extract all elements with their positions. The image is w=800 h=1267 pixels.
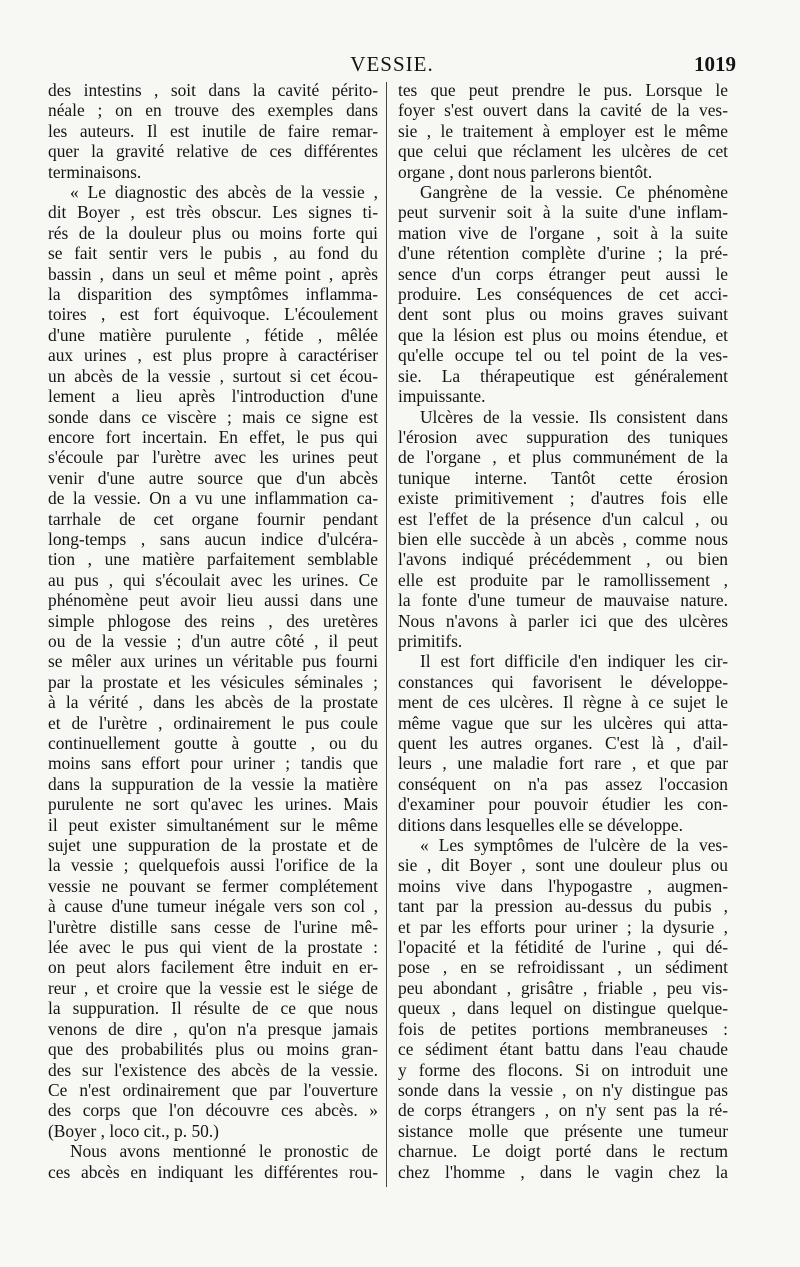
- text-line: ou de la vessie ; d'un autre côté , il peut: [48, 630, 378, 651]
- text-line: continuellement goutte à goutte , ou du: [48, 733, 378, 753]
- text-line: Gangrène de la vessie. Ce phénomène: [420, 182, 728, 203]
- text-line: d'une matière purulente , fétide , mêlée: [48, 324, 378, 345]
- text-line: sonde dans ce viscère ; mais ce signe est: [48, 406, 378, 427]
- text-line: bassin , dans un seul et même point , après: [48, 263, 378, 284]
- text-line: quent les autres organes. C'est là , d'ail-: [398, 733, 728, 753]
- text-line: de l'organe , et plus communément de la: [398, 447, 728, 468]
- text-line: se fait sentir vers le pubis , au fond du: [48, 243, 378, 264]
- text-line: on peut alors facilement être induit en er-: [48, 957, 378, 978]
- text-line: elle est produite par le ramollissement ,: [398, 569, 728, 590]
- text-line: il peut exister simultanément sur le même: [48, 814, 378, 835]
- text-line: y forme des flocons. Si on introduit une: [398, 1059, 728, 1080]
- text-line: leurs , une maladie fort rare , et que par: [398, 753, 728, 774]
- text-line: sie. La thérapeutique est généralement: [398, 365, 728, 386]
- left-column: [48, 80, 378, 1182]
- text-line: constances qui favorisent le développe-: [398, 671, 728, 692]
- text-line: de la vessie. On a vu une inflammation ca-: [48, 488, 378, 509]
- text-line: sonde dans la vessie , on n'y distingue pas: [398, 1079, 728, 1100]
- text-line: Ulcères de la vessie. Ils consistent dans: [420, 406, 728, 427]
- text-line: venons de dire , qu'on n'a presque jamais: [48, 1018, 378, 1039]
- text-line: que des probabilités plus ou moins gran-: [48, 1039, 378, 1060]
- text-line: « Les symptômes de l'ulcère de la ves-: [420, 835, 728, 856]
- text-line: et de l'urètre , ordinairement le pus coule: [48, 712, 378, 733]
- text-line: sence d'un corps étranger peut aussi le: [398, 263, 728, 284]
- text-line: ditions dans lesquelles elle se développe.: [398, 814, 683, 835]
- text-line: primitifs.: [398, 630, 463, 651]
- text-line: s'écoule par l'urètre avec les urines peut: [48, 447, 378, 468]
- text-line: tant par la pression au-dessus du pubis ,: [398, 896, 728, 917]
- text-line: chez l'homme , dans le vagin chez la: [398, 1161, 728, 1182]
- text-line: existe primitivement ; d'autres fois elle: [398, 488, 728, 509]
- text-line: des intestins , soit dans la cavité périto-: [48, 80, 378, 100]
- text-line: d'une rétention complète d'urine ; la pré-: [398, 243, 728, 264]
- text-line: pose , en se refroidissant , un sédiment: [398, 957, 728, 978]
- text-line: qu'elle occupe tel ou tel point de la ves-: [398, 345, 728, 366]
- text-line: sujet une suppuration de la prostate et de: [48, 835, 378, 856]
- text-line: par la prostate et les vésicules séminales ;: [48, 671, 378, 692]
- page-number: 1019: [694, 52, 736, 76]
- text-line: la vessie ; quelquefois aussi l'orifice de la: [48, 855, 378, 876]
- text-line: vessie ne pouvant se fermer complétement: [48, 875, 378, 896]
- text-line: Nous avons mentionné le pronostic de: [70, 1141, 378, 1162]
- text-line: tes que peut prendre le pus. Lorsque le: [398, 80, 728, 100]
- text-line: les auteurs. Il est inutile de faire remar-: [48, 120, 378, 141]
- text-line: au pus , qui s'écoulait avec les urines. Ce: [48, 569, 378, 590]
- text-line: est l'effet de la présence d'un calcul , ou: [398, 508, 728, 529]
- text-line: un abcès de la vessie , surtout si cet écou-: [48, 365, 378, 386]
- running-title: VESSIE.: [350, 52, 434, 76]
- text-line: mation vive de l'organe , soit à la suite: [398, 222, 728, 243]
- text-line: que la lésion est plus ou moins étendue, et: [398, 324, 728, 345]
- text-line: ment de ces ulcères. Il règne à ce sujet le: [398, 692, 728, 713]
- column-divider: [386, 82, 387, 1187]
- text-line: se mêler aux urines un véritable pus fourni: [48, 651, 378, 672]
- text-line: fois de petites portions membraneuses :: [398, 1018, 728, 1039]
- text-line: (Boyer , loco cit., p. 50.): [48, 1120, 219, 1141]
- text-line: produire. Les conséquences de cet acci-: [398, 284, 728, 305]
- text-line: la fonte d'une tumeur de mauvaise nature.: [398, 590, 728, 611]
- text-line: de corps étrangers , on n'y sent pas la ré-: [398, 1100, 728, 1121]
- text-line: lée avec le pus qui vient de la prostate :: [48, 937, 378, 958]
- text-line: Il est fort difficile d'en indiquer les cir-: [420, 651, 728, 672]
- text-line: l'urètre distille sans cesse de l'urine mê-: [48, 916, 378, 937]
- text-line: sistance molle que présente une tumeur: [398, 1120, 728, 1141]
- text-line: la disparition des symptômes inflamma-: [48, 284, 378, 305]
- text-line: sie , dit Boyer , sont une douleur plus ou: [398, 855, 728, 876]
- page-header: [48, 52, 736, 82]
- text-line: bien elle succède à un abcès , comme nous: [398, 528, 728, 549]
- text-line: peut survenir soit à la suite d'une inflam-: [398, 202, 728, 223]
- text-line: charnue. Le doigt porté dans le rectum: [398, 1141, 728, 1162]
- text-line: simple phlogose des reins , des uretères: [48, 610, 378, 631]
- text-line: que celui que réclament les ulcères de cet: [398, 141, 728, 162]
- text-line: lement a lieu après l'introduction d'une: [48, 386, 378, 407]
- text-line: à cause d'une tumeur inégale vers son col ,: [48, 896, 378, 917]
- text-line: foyer s'est ouvert dans la cavité de la ves-: [398, 100, 728, 121]
- text-line: des corps que l'on découvre ces abcès. »: [48, 1100, 378, 1121]
- text-line: venir d'une autre source que d'un abcès: [48, 467, 378, 488]
- text-line: sie , le traitement à employer est le même: [398, 120, 728, 141]
- text-line: des sur l'existence des abcès de la vessie.: [48, 1059, 378, 1080]
- text-line: long-temps , sans aucun indice d'ulcéra-: [48, 528, 378, 549]
- text-line: rés de la douleur plus ou moins forte qui: [48, 222, 378, 243]
- text-line: dans la suppuration de la vessie la matière: [48, 773, 378, 794]
- text-line: dit Boyer , est très obscur. Les signes ti-: [48, 202, 378, 223]
- text-line: toires , est fort équivoque. L'écoulement: [48, 304, 378, 325]
- text-line: dent sont plus ou moins graves suivant: [398, 304, 728, 325]
- text-line: tion , une matière parfaitement semblable: [48, 549, 378, 570]
- text-line: impuissante.: [398, 386, 486, 407]
- text-line: purulente ne sort qu'avec les urines. Mais: [48, 794, 378, 815]
- right-column: [398, 80, 728, 1182]
- text-line: tarrhale de cet organe fournir pendant: [48, 508, 378, 529]
- text-line: quer la gravité relative de ces différentes: [48, 141, 378, 162]
- text-line: tunique interne. Tantôt cette érosion: [398, 467, 728, 488]
- text-line: reur , et croire que la vessie est le siége de: [48, 977, 378, 998]
- text-line: moins vive dans l'hypogastre , augmen-: [398, 875, 728, 896]
- text-line: phénomène peut avoir lieu aussi dans une: [48, 590, 378, 611]
- text-line: organe , dont nous parlerons bientôt.: [398, 161, 653, 182]
- text-line: Nous n'avons à parler ici que des ulcères: [398, 610, 728, 631]
- text-line: terminaisons.: [48, 161, 142, 182]
- text-line: même vague que sur les ulcères qui atta-: [398, 712, 728, 733]
- text-line: d'examiner pour pouvoir étudier les con-: [398, 794, 728, 815]
- text-line: néale ; on en trouve des exemples dans: [48, 100, 378, 121]
- text-line: peu abondant , grisâtre , friable , peu vis-: [398, 977, 728, 998]
- text-line: l'avons indiqué précédemment , ou bien: [398, 549, 728, 570]
- text-line: aux urines , est plus propre à caractériser: [48, 345, 378, 366]
- text-line: encore fort incertain. En effet, le pus qui: [48, 426, 378, 447]
- text-line: à la vérité , dans les abcès de la prostate: [48, 692, 378, 713]
- text-line: l'érosion avec suppuration des tuniques: [398, 426, 728, 447]
- text-line: Ce n'est ordinairement que par l'ouverture: [48, 1079, 378, 1100]
- text-line: la suppuration. Il résulte de ce que nous: [48, 998, 378, 1019]
- text-line: l'opacité et la fétidité de l'urine , qui dé-: [398, 937, 728, 958]
- text-line: conséquent on n'a pas assez l'occasion: [398, 773, 728, 794]
- text-line: ce sédiment étant battu dans l'eau chaude: [398, 1039, 728, 1060]
- text-line: ces abcès en indiquant les différentes rou-: [48, 1161, 378, 1182]
- text-line: « Le diagnostic des abcès de la vessie ,: [70, 182, 378, 203]
- text-line: et par les efforts pour uriner ; la dysurie ,: [398, 916, 728, 937]
- text-line: moins sans effort pour uriner ; tandis que: [48, 753, 378, 774]
- text-line: queux , dans lequel on distingue quelque-: [398, 998, 728, 1019]
